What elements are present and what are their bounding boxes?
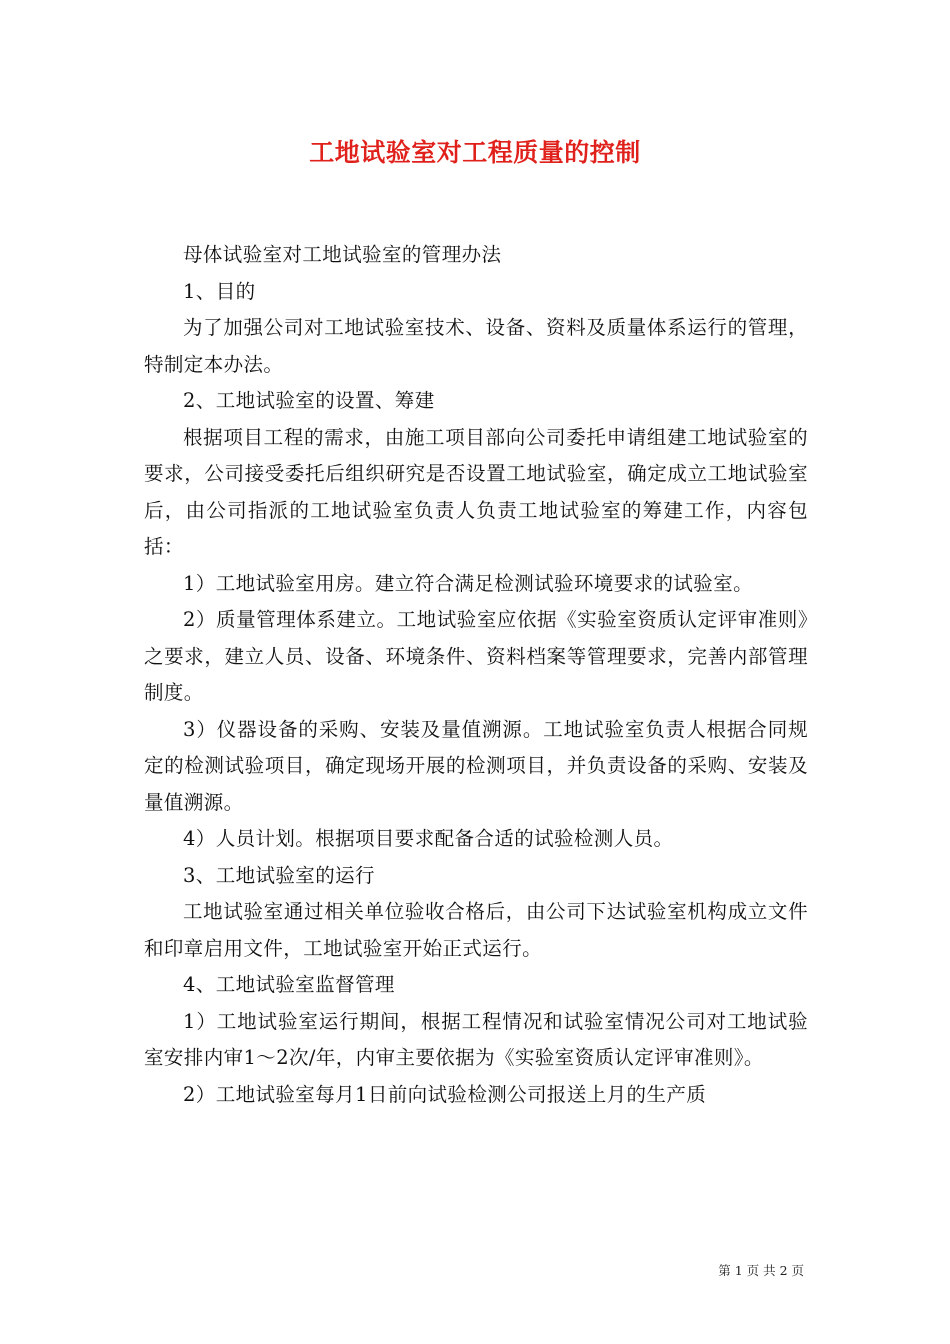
paragraph: 4、工地试验室监督管理 <box>183 973 395 996</box>
paragraph: 母体试验室对工地试验室的管理办法 <box>183 243 502 266</box>
document-body <box>144 237 808 1113</box>
paragraph: 1、目的 <box>183 279 256 303</box>
paragraph: 1）工地试验室运行期间，根据工程情况和试验室情况公司对工地试验室安排内审1～2次/年，内审主要依据为《实验室资质认定评审准则》。 <box>144 1009 808 1069</box>
paragraph: 3、工地试验室的运行 <box>183 863 375 887</box>
paragraph: 4）人员计划。根据项目要求配备合适的试验检测人员。 <box>183 827 674 850</box>
document-title: 工地试验室对工程质量的控制 <box>309 138 641 167</box>
paragraph: 3）仪器设备的采购、安装及量值溯源。工地试验室负责人根据合同规定的检测试验项目，确定现场开展的检测项目，并负责设备的采购、安装及量值溯源。 <box>144 717 808 814</box>
paragraph: 2）工地试验室每月1日前向试验检测公司报送上月的生产质 <box>183 1082 707 1106</box>
paragraph: 1）工地试验室用房。建立符合满足检测试验环境要求的试验室。 <box>183 571 754 595</box>
paragraph: 工地试验室通过相关单位验收合格后，由公司下达试验室机构成立文件和印章启用文件，工地试验室开始正式运行。 <box>144 900 808 960</box>
page-number-footer: 第 1 页 共 2 页 <box>718 1263 804 1278</box>
paragraph: 为了加强公司对工地试验室技术、设备、资料及质量体系运行的管理，特制定本办法。 <box>144 316 808 376</box>
paragraph: 2、工地试验室的设置、筹建 <box>183 389 435 412</box>
paragraph: 2）质量管理体系建立。工地试验室应依据《实验室资质认定评审准则》之要求，建立人员、设备、环境条件、资料档案等管理要求，完善内部管理制度。 <box>144 608 808 704</box>
paragraph: 根据项目工程的需求，由施工项目部向公司委托申请组建工地试验室的要求，公司接受委托后组织研究是否设置工地试验室，确定成立工地试验室后，由公司指派的工地试验室负责人负责工地试验室的筹建工作，内容包括： <box>144 425 808 558</box>
